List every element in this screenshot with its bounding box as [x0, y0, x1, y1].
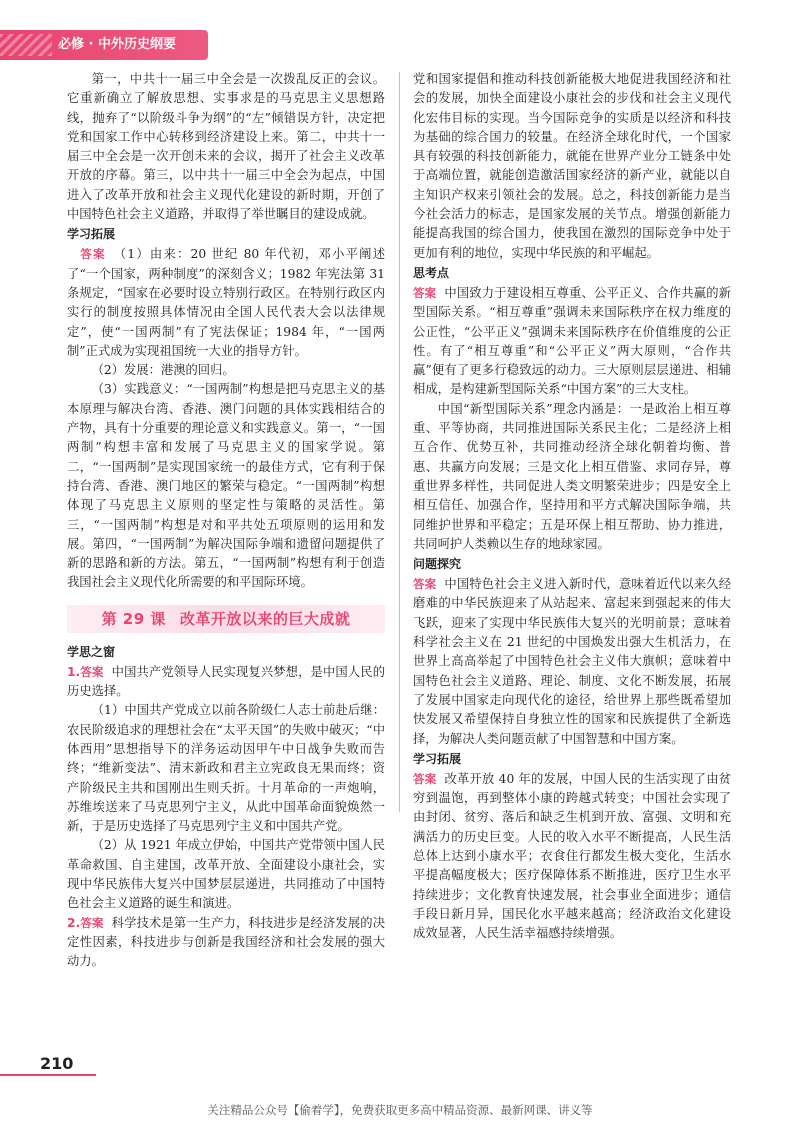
answer-text: 改革开放 40 年的发展，中国人民的生活实现了由贫穷到温饱，再到整体小康的跨越式转变；中国社会实现了由封闭、贫穷、落后和缺乏生机到开放、富强、文明和充满活力的历史巨变。人民的收入水平不断提高，人民生活总体上达到小康水平；衣食住行都发生极大变化，生活水平提高幅度极大；医疗保障体系不断推进，医疗卫生水平持续进步；文化教育快速发展，社会事业全面进步；通信手段日新月异，国民化水平越来越高；经济政治文化建设成效显著，人民生活幸福感持续增强。 — [413, 771, 732, 941]
answer-label: 答案 — [413, 285, 437, 300]
answer-paragraph — [67, 245, 385, 361]
answer-paragraph — [413, 770, 731, 944]
answer-paragraph — [413, 284, 731, 400]
question-2-answer — [67, 914, 385, 972]
question-1-answer — [67, 663, 385, 702]
left-column — [67, 70, 385, 971]
answer-paragraph: （2）从 1921 年成立伊始，中国共产党带领中国人民革命救国、自主建国，改革开放、全面建设小康社会，实现中华民族伟大复兴中国梦层层递进，共同推动了中国特色社会主义道路的诞生和演进。 — [67, 838, 385, 911]
answer-label: 答案 — [80, 915, 104, 930]
answer-text: （1）由来：20 世纪 80 年代初，邓小平阐述了“一个国家，两种制度”的深刻含义；1982 年宪法第 31 条规定，“国家在必要时设立特别行政区。在特别行政区内实行的制度按照具体情况由全国人民代表大会以法律规定”，使“一国两制”有了宪法保证；1984 年，“一国两制”正式成为实现祖国统一大业的指导方针。 — [67, 247, 386, 358]
footer-note: 关注精品公众号【偷着学】，免费获取更多高中精品资源、最新网课、讲义等 — [207, 1103, 593, 1117]
answer-label: 答案 — [413, 771, 437, 786]
section-heading-thinking-point: 思考点 — [413, 265, 450, 280]
right-column — [413, 70, 731, 943]
answer-paragraph: 中国“新型国际关系”理念内涵是：一是政治上相互尊重、平等协商，共同推进国际关系民主化；二是经济上相互合作、优势互补，共同推动经济全球化朝着均衡、普惠、共赢方向发展；三是文化上相互借鉴、求同存异，尊重世界多样性，共同促进人类文明繁荣进步；四是安全上相互信任、加强合作，坚持用和平方式解决国际争端，共同维护世界和平稳定；五是环保上相互帮助、协力推进，共同呵护人类赖以生存的地球家园。 — [413, 401, 731, 551]
continued-paragraph: 党和国家提倡和推动科技创新能极大地促进我国经济和社会的发展，加快全面建设小康社会的步伐和社会主义现代化宏伟目标的实现。当今国际竞争的实质是以经济和科技为基础的综合国力的较量。在经济全球化时代，一个国家具有较强的科技创新能力，就能在世界产业分工链条中处于高端位置，就能创造激活国家经济的新产业，就能以自主知识产权来引领社会的发展。总之，科技创新能力是当今社会活力的标志，是国家发展的关节点。增强创新能力能提高我国的综合国力，使我国在激烈的国际竞争中处于更加有利的地位，实现中华民族的和平崛起。 — [413, 72, 731, 260]
intro-paragraph: 第一，中共十一届三中全会是一次拨乱反正的会议。它重新确立了解放思想、实事求是的马克思主义思想路线，抛弃了“以阶级斗争为纲”的“左”倾错误方针，决定把党和国家工作中心转移到经济建设上来。第二，中共十一届三中全会是一次开创未来的会议，揭开了社会主义改革开放的序幕。第三，以中共十一届三中全会为起点，中国进入了改革开放和社会主义现代化建设的新时期，开创了中国特色社会主义道路，并取得了举世瞩目的建设成就。 — [67, 72, 385, 222]
question-number: 1. — [67, 664, 81, 679]
answer-paragraph — [413, 575, 731, 749]
header-stripe-decoration — [0, 34, 52, 56]
lesson-title-banner — [67, 605, 385, 633]
page-number: 210 — [40, 1054, 74, 1073]
answer-label: 答案 — [80, 664, 104, 679]
answer-label: 答案 — [79, 247, 106, 262]
answer-text: 中国共产党领导人民实现复兴梦想，是中国人民的历史选择。 — [67, 664, 385, 699]
answer-label: 答案 — [413, 577, 437, 592]
page-number-rule — [0, 1074, 96, 1076]
answer-text: 中国特色社会主义进入新时代，意味着近代以来久经磨难的中华民族迎来了从站起来、富起来到强起来的伟大飞跃，迎来了实现中华民族伟大复兴的光明前景；意味着科学社会主义在 21 世纪的中国焕发出强大生机活力，在世界上高高举起了中国特色社会主义伟大旗帜；意味着中国特色社会主义道路、理论、制度、文化不断发展，拓展了发展中国家走向现代化的途径，给世界上那些既希望加快发展又希望保持自身独立性的国家和民族提供了全新选择，为解决人类问题贡献了中国智慧和中国方案。 — [413, 577, 731, 746]
answer-text: 科学技术是第一生产力，科技进步是经济发展的决定性因素，科技进步与创新是我国经济和社会发展的强大动力。 — [67, 915, 385, 969]
section-heading-study-extension: 学习拓展 — [67, 227, 116, 242]
column-divider — [399, 72, 400, 812]
answer-paragraph: （1）中国共产党成立以前各阶级仁人志士前赴后继：农民阶级追求的理想社会在“太平天国”的失败中破灭；“中体西用”思想指导下的洋务运动因甲午中日战争失败而告终；“维新变法”、清末新政和君主立宪政良无果而终；资产阶级民主共和国刚出生则夭折。十月革命的一声炮响，苏维埃送来了马克思列宁主义，从此中国革命面貌焕然一新，于是历史选择了马克思列宁主义和中国共产党。 — [67, 703, 385, 834]
header-title: 必修 · 中外历史纲要（上） — [58, 37, 176, 82]
lesson-name: 改革开放以来的巨大成就 — [179, 609, 351, 628]
answer-text: 中国致力于建设相互尊重、公平正义、合作共赢的新型国际关系。“相互尊重”强调未来国际秩序在权力维度的公正性，“公平正义”强调未来国际秩序在价值维度的公正性。有了“相互尊重”和“公平正义”两大原则，“合作共赢”便有了更多行稳致远的动力。三大原则层层递进、相辅相成，是构建新型国际关系“中国方案”的三大支柱。 — [413, 285, 731, 397]
section-heading-study-extension: 学习拓展 — [413, 751, 462, 766]
answer-paragraph: （2）发展：港澳的回归。 — [91, 363, 235, 378]
section-heading-inquiry: 问题探究 — [413, 557, 462, 572]
lesson-number: 第 29 课 — [101, 609, 166, 628]
question-number: 2. — [67, 915, 81, 930]
answer-paragraph: （3）实践意义：“一国两制”构想是把马克思主义的基本原理与解决台湾、香港、澳门问题的具体实践相结合的产物，具有十分重要的理论意义和实践意义。第一，“一国两制”构想丰富和发展了马克思主义的国家学说。第二，“一国两制”是实现国家统一的最佳方式，它有利于保持台湾、香港、澳门地区的繁荣与稳定。“一国两制”构想体现了马克思主义原则的坚定性与策略的灵活性。第三，“一国两制”构想是对和平共处五项原则的运用和发展。第四，“一国两制”为解决国际争端和遗留问题提供了新的思路和新的方法。第五，“一国两制”构想有利于创造我国社会主义现代化所需要的和平国际环境。 — [67, 382, 385, 590]
section-heading-thinking-window: 学思之窗 — [67, 644, 116, 659]
